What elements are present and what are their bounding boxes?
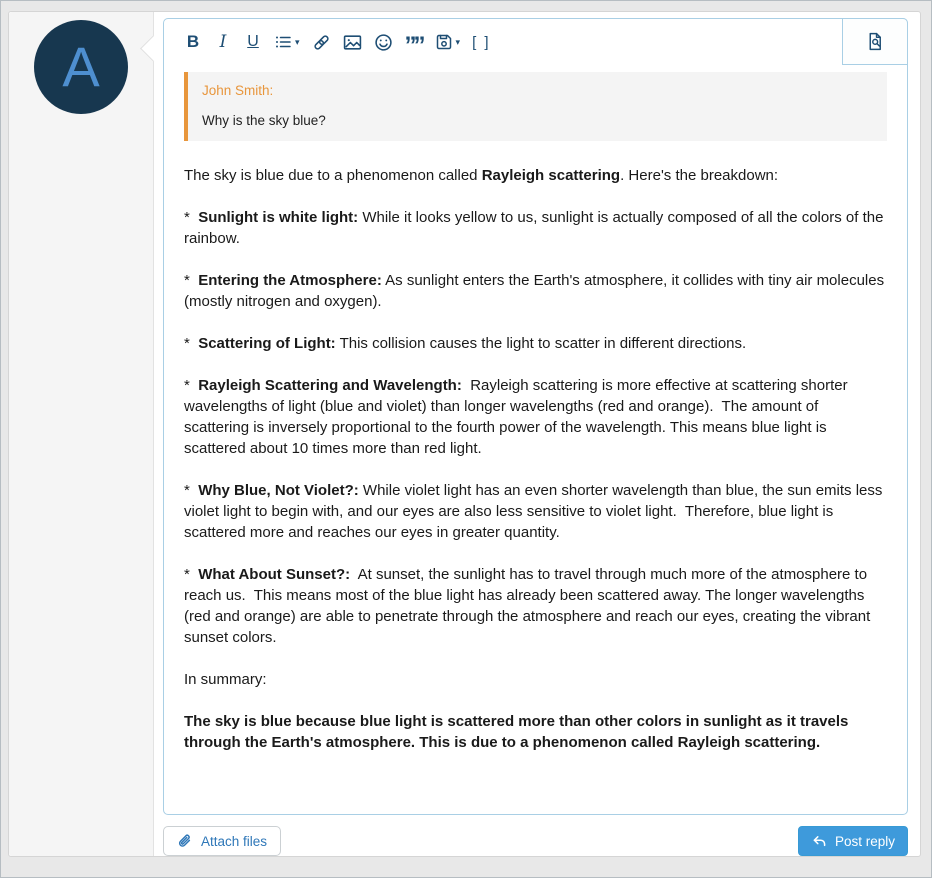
- italic-icon: I: [219, 32, 227, 52]
- paragraph: * Sunlight is white light: While it looks yellow to us, sunlight is actually composed of all the colors of the rainbow.: [184, 209, 888, 247]
- preview-icon: [865, 31, 886, 52]
- paragraph: * Why Blue, Not Violet?: While violet light has an even shorter wavelength than blue, the sun emits less violet light to begin with, and our eyes are also less sensitive to violet light. Therefore, blue light is scattered more and reaches our eyes in greater quantity.: [184, 482, 887, 541]
- post-reply-button[interactable]: [798, 826, 908, 856]
- quote-text: Why is the sky blue?: [202, 113, 326, 128]
- attach-files-button[interactable]: [163, 826, 281, 856]
- editor-toolbar: [164, 19, 907, 65]
- post-reply-label: Post reply: [834, 833, 895, 849]
- paragraph: * What About Sunset?: At sunset, the sunlight has to travel through much more of the atmosphere to reach us. This means most of the blue light has already been scattered away. The longer wavelengths (red and orange) are able to penetrate through the atmosphere and reach our eyes, creating the vibrant sunset colors.: [184, 566, 875, 646]
- unordered-list-icon: [274, 33, 292, 51]
- paragraph: In summary:: [184, 671, 267, 688]
- save-draft-icon: [435, 33, 453, 51]
- paragraph: The sky is blue due to a phenomenon called Rayleigh scattering. Here's the breakdown:: [184, 167, 779, 184]
- avatar[interactable]: [34, 20, 128, 114]
- chevron-down-icon: ▾: [455, 36, 461, 47]
- preview-button[interactable]: [842, 18, 908, 65]
- paragraph: * Rayleigh Scattering and Wavelength: Rayleigh scattering is more effective at scattering shorter wavelengths of light (blue and violet) than longer wavelengths (red and orange). The amount of scattering is inversely proportional to the fourth power of the wavelength. This means blue light is scattered about 10 times more than red light.: [184, 377, 852, 457]
- quoted-message: [184, 72, 887, 141]
- list-dropdown-button[interactable]: [268, 25, 306, 59]
- reply-card: [8, 11, 921, 857]
- bold-icon: B: [186, 32, 200, 51]
- italic-button[interactable]: [208, 25, 238, 59]
- underline-button[interactable]: [238, 25, 268, 59]
- paragraph: * Scattering of Light: This collision causes the light to scatter in different directions.: [184, 335, 747, 352]
- reply-arrow-icon: [811, 833, 828, 850]
- actions-row: [163, 826, 908, 856]
- reply-editor-panel: [154, 12, 920, 856]
- emoji-button[interactable]: [368, 25, 399, 59]
- image-button[interactable]: [337, 25, 368, 59]
- image-icon: [343, 33, 362, 52]
- chevron-down-icon: ▾: [295, 36, 300, 47]
- paragraph: * Entering the Atmosphere: As sunlight enters the Earth's atmosphere, it collides with tiny air molecules (mostly nitrogen and oxygen).: [184, 272, 889, 310]
- link-icon: [312, 33, 331, 52]
- link-button[interactable]: [306, 25, 337, 59]
- rich-text-editor: [163, 18, 908, 815]
- bbcode-button[interactable]: [466, 25, 497, 59]
- emoji-icon: [374, 33, 393, 52]
- brackets-icon: [ ]: [472, 33, 491, 51]
- bold-button[interactable]: [178, 25, 208, 59]
- paragraph: The sky is blue because blue light is scattered more than other colors in sunlight as it travels through the Earth's atmosphere. This is due to a phenomenon called Rayleigh scattering.: [184, 713, 853, 751]
- avatar-initial: A: [62, 35, 100, 98]
- save-draft-dropdown-button[interactable]: [429, 25, 467, 59]
- attach-files-label: Attach files: [201, 833, 268, 849]
- quote-author: John Smith:: [202, 83, 274, 98]
- underline-icon: U: [247, 33, 259, 50]
- editor-body[interactable]: [164, 156, 907, 753]
- quote-icon: ””: [404, 32, 423, 59]
- paperclip-icon: [177, 833, 194, 850]
- quote-button[interactable]: [399, 25, 429, 59]
- sidebar: [9, 12, 154, 856]
